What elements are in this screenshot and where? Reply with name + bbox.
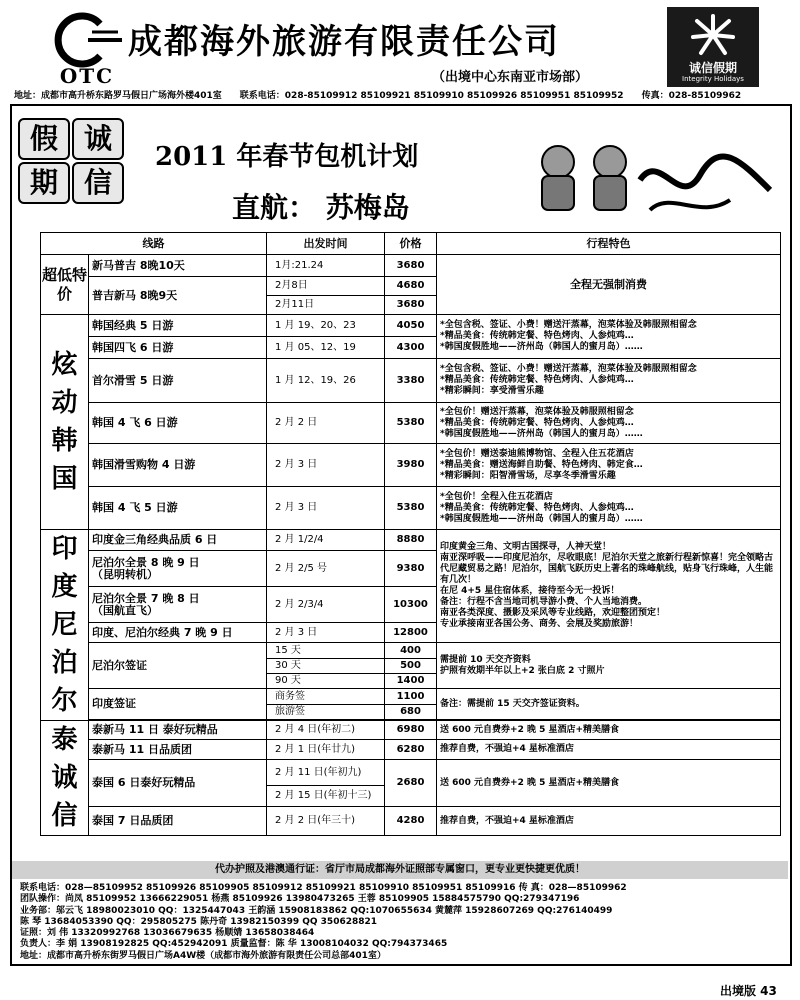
- table-row: [41, 721, 781, 740]
- feature-cell: *全包价！赠送汗蒸幕，泡菜体验及韩服照相留念 *精品美食：传统韩定餐、特色烤肉、人参炖鸡… *韩国度假胜地——济州岛（韩国人的蜜月岛）……: [437, 403, 781, 444]
- price-cell: 10300: [385, 587, 437, 623]
- route-cell: 尼泊尔全景 8 晚 9 日 （昆明转机）: [89, 551, 267, 587]
- category-cheap: 超低特价: [41, 255, 89, 315]
- route-cell: 印度、尼泊尔经典 7 晚 9 日: [89, 623, 267, 643]
- route-cell: 泰新马 11 日 泰好玩精品: [89, 721, 267, 740]
- contact-line: 证照：刘 伟 13320992768 13036679635 杨顺婧 13658038464: [20, 928, 315, 939]
- tour-table: [40, 232, 781, 836]
- table-row: [41, 689, 781, 705]
- price-cell: 1400: [385, 674, 437, 689]
- table-header-row: [41, 233, 781, 255]
- contact-line: 业务部：邬云飞 18980023010 QQ：1325447043 王韵涵 15908183862 QQ:1070655634 黄麓萍 15928607269 QQ:276140499: [20, 905, 613, 916]
- table-row: [41, 760, 781, 786]
- page-title: 2011 年春节包机计划: [155, 142, 419, 172]
- date-cell: 2 月 2 日(年三十): [267, 807, 385, 836]
- table-row: [41, 403, 781, 444]
- date-cell: 2 月 3 日: [267, 487, 385, 530]
- badge-char: 诚: [72, 118, 124, 160]
- badge-char: 期: [18, 162, 70, 204]
- feature-cell: 送 600 元自费券+2 晚 5 星酒店+精美膳食: [437, 721, 781, 740]
- new-year-decoration-icon: [530, 140, 775, 222]
- table-row: [41, 444, 781, 487]
- route-cell: 韩国滑雪购物 4 日游: [89, 444, 267, 487]
- date-cell: 1 月 05、12、19: [267, 337, 385, 359]
- badge-char: 假: [18, 118, 70, 160]
- feature-cell: *全包含税、签证、小费！赠送汗蒸幕，泡菜体验及韩服照相留念 *精品美食：传统韩定餐、特色烤肉、人参炖鸡… *精彩瞬间：享受滑雪乐趣: [437, 359, 781, 403]
- route-cell: 尼泊尔签证: [89, 643, 267, 689]
- contact-line: 地址：成都市高升桥东街罗马假日广场A4W楼（成都市海外旅游有限责任公司总部401室）: [20, 950, 386, 961]
- department-label: （出境中心东南亚市场部）: [432, 70, 589, 85]
- honesty-holiday-badge: [18, 118, 128, 206]
- route-cell: 泰国 7 日品质团: [89, 807, 267, 836]
- price-cell: 3680: [385, 296, 437, 315]
- brand-logo: [667, 7, 759, 87]
- feature-cell: 推荐自费，不强迫+4 星标准酒店: [437, 807, 781, 836]
- price-cell: 2680: [385, 760, 437, 807]
- date-cell: 2月11日: [267, 296, 385, 315]
- price-cell: 1100: [385, 689, 437, 705]
- date-cell: 2 月 2/3/4: [267, 587, 385, 623]
- route-cell: 首尔滑雪 5 日游: [89, 359, 267, 403]
- feature-cell: *全包含税、签证、小费！赠送汗蒸幕，泡菜体验及韩服照相留念 *精品美食：传统韩定餐、特色烤肉、人参炖鸡… *韩国度假胜地——济州岛（韩国人的蜜月岛）……: [437, 315, 781, 359]
- price-cell: 6280: [385, 740, 437, 760]
- category-india-nepal: 印度尼泊尔: [41, 530, 89, 721]
- date-cell: 商务签: [267, 689, 385, 705]
- table-row: [41, 740, 781, 760]
- feature-cell: 需提前 10 天交齐资料 护照有效期半年以上+2 张白底 2 寸照片: [437, 643, 781, 689]
- route-cell: 泰国 6 日泰好玩精品: [89, 760, 267, 807]
- table-row: [41, 487, 781, 530]
- table-row: [41, 315, 781, 337]
- header-date: 出发时间: [267, 233, 385, 255]
- date-cell: 1月:21.24: [267, 255, 385, 277]
- company-name: 成都海外旅游有限责任公司: [128, 22, 560, 62]
- route-cell: 新马普吉 8晚10天: [89, 255, 267, 277]
- route-cell: 泰新马 11 日品质团: [89, 740, 267, 760]
- route-cell: 韩国 4 飞 6 日游: [89, 403, 267, 444]
- feature-cell: 印度黄金三角、文明古国探寻，人神天堂！ 南亚深呼吸——印度尼泊尔，尽收眼底！尼泊尔天堂之旅新行程新惊喜！完全领略古代尼藏贸易之路！尼泊尔，国航飞跃历史上著名的珠峰航线，贴身飞行珠峰，人生能有几次！ 在尼 4+5 星住宿体系，接待至今无一投诉！ 备注：行程不含当地司机导游小费、个人当地消费。 南亚各类深度、摄影及采风等专业线路，欢迎整团预定！ 专业承接南亚各国公务、商务、会展及奖励旅游！: [437, 530, 781, 643]
- date-cell: 2 月 3 日: [267, 623, 385, 643]
- header-price: 价格: [385, 233, 437, 255]
- date-cell: 2 月 4 日(年初二): [267, 721, 385, 740]
- feature-cell: *全包价！赠送泰迪熊博物馆、全程入住五花酒店 *精品美食：赠送海鲜自助餐、特色烤肉、韩定食… *精彩瞬间：阳智滑雪场，尽享冬季滑雪乐趣: [437, 444, 781, 487]
- feature-cell: 推荐自费，不强迫+4 星标准酒店: [437, 740, 781, 760]
- price-cell: 500: [385, 659, 437, 674]
- feature-cell: *全包价！全程入住五花酒店 *精品美食：传统韩定餐、特色烤肉、人参炖鸡… *韩国度假胜地——济州岛（韩国人的蜜月岛）……: [437, 487, 781, 530]
- route-cell: 韩国经典 5 日游: [89, 315, 267, 337]
- feature-cell: 备注：需提前 15 天交齐签证资料。: [437, 689, 781, 720]
- logo-text: OTC: [59, 64, 115, 88]
- passport-notice-bar: 代办护照及港澳通行证：省厅市局成都海外证照部专属窗口，更专业更快捷更优质！: [12, 861, 788, 879]
- date-cell: 2 月 3 日: [267, 444, 385, 487]
- address-line: 地址：成都市高升桥东路罗马假日广场海外楼401室 联系电话：028-85109912 85109921 85109910 85109926 85109951 85109952 传真：028-85109962: [14, 88, 784, 106]
- date-cell: 2月8日: [267, 277, 385, 296]
- table-row: [41, 643, 781, 659]
- price-cell: 3380: [385, 359, 437, 403]
- header-feature: 行程特色: [437, 233, 781, 255]
- table-row: [41, 359, 781, 403]
- contact-line: 团队操作：尚凤 85109952 13666229051 杨燕 85109926 13980473265 王蓉 85109905 15884575790 QQ:279347196: [20, 894, 580, 905]
- category-thai: 泰诚信: [41, 721, 89, 836]
- date-cell: 旅游签: [267, 705, 385, 720]
- brand-name-en: Integrity Holidays: [682, 75, 744, 83]
- price-cell: 6980: [385, 721, 437, 740]
- price-cell: 680: [385, 705, 437, 720]
- date-cell: 2 月 1/2/4: [267, 530, 385, 551]
- price-cell: 4680: [385, 277, 437, 296]
- date-cell: 2 月 2 日: [267, 403, 385, 444]
- starburst-icon: [689, 13, 737, 57]
- brand-name-cn: 诚信假期: [688, 61, 737, 75]
- date-cell: 2 月 15 日(年初十三): [267, 786, 385, 807]
- date-cell: 30 天: [267, 659, 385, 674]
- date-cell: 90 天: [267, 674, 385, 689]
- route-cell: 韩国 4 飞 5 日游: [89, 487, 267, 530]
- date-cell: 1 月 12、19、26: [267, 359, 385, 403]
- price-cell: 3980: [385, 444, 437, 487]
- route-cell: 印度签证: [89, 689, 267, 720]
- category-korea: 炫动韩国: [41, 315, 89, 530]
- table-row: [41, 530, 781, 551]
- price-cell: 4300: [385, 337, 437, 359]
- date-cell: 2 月 1 日(年廿九): [267, 740, 385, 760]
- feature-cell: 全程无强制消费: [437, 255, 781, 315]
- price-cell: 4280: [385, 807, 437, 836]
- route-cell: 尼泊尔全景 7 晚 8 日 （国航直飞）: [89, 587, 267, 623]
- contact-line: 负责人：李 娟 13908192825 QQ:452942091 质量监督：陈 华 13008104032 QQ:794373465: [20, 939, 448, 950]
- price-cell: 3680: [385, 255, 437, 277]
- price-cell: 9380: [385, 551, 437, 587]
- badge-char: 信: [72, 162, 124, 204]
- date-cell: 2 月 11 日(年初九): [267, 760, 385, 786]
- price-cell: 5380: [385, 487, 437, 530]
- date-cell: 2 月 2/5 号: [267, 551, 385, 587]
- price-cell: 400: [385, 643, 437, 659]
- feature-cell: 送 600 元自费券+2 晚 5 星酒店+精美膳食: [437, 760, 781, 807]
- contact-block: [20, 883, 790, 962]
- price-cell: 5380: [385, 403, 437, 444]
- contact-line: 联系电话：028—85109952 85109926 85109905 85109912 85109921 85109910 85109951 85109916 传 真：028—85109962: [20, 883, 627, 893]
- price-cell: 12800: [385, 623, 437, 643]
- price-cell: 8880: [385, 530, 437, 551]
- page-subtitle: 直航： 苏梅岛: [232, 191, 410, 224]
- contact-line: 陈 琴 13684053390 QQ：295805275 陈丹奇 13982150399 QQ 350628821: [20, 916, 378, 927]
- price-cell: 4050: [385, 315, 437, 337]
- route-cell: 韩国四飞 6 日游: [89, 337, 267, 359]
- route-cell: 普吉新马 8晚9天: [89, 277, 267, 315]
- table-row: [41, 255, 781, 277]
- date-cell: 1 月 19、20、23: [267, 315, 385, 337]
- header-route: 线路: [41, 233, 267, 255]
- table-row: [41, 807, 781, 836]
- date-cell: 15 天: [267, 643, 385, 659]
- page-number: 出境版 43: [720, 984, 777, 998]
- route-cell: 印度金三角经典品质 6 日: [89, 530, 267, 551]
